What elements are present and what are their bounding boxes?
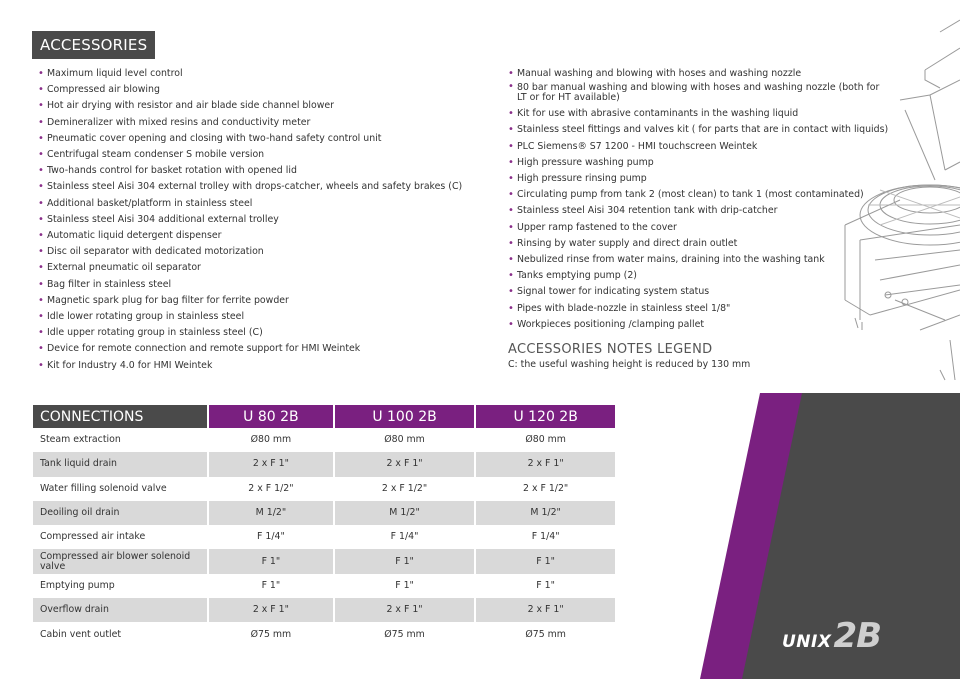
list-item: [508, 252, 888, 268]
bullet-icon: •: [38, 327, 44, 339]
list-item-text: Kit for Industry 4.0 for HMI Weintek: [47, 359, 213, 371]
table-cell: Ø80 mm: [525, 434, 566, 446]
row-label: Emptying pump: [33, 574, 208, 598]
list-item: [508, 171, 888, 187]
list-item: [38, 196, 478, 212]
table-row: [33, 428, 615, 452]
bullet-icon: •: [508, 237, 514, 249]
table-cell: Ø80 mm: [334, 428, 475, 452]
table-cell: M 1/2": [334, 501, 475, 525]
list-item: [38, 228, 478, 244]
list-item: [38, 147, 478, 163]
list-item: [38, 309, 478, 325]
list-item-text: 80 bar manual washing and blowing with hoses and washing nozzle (both for LT or for HT available): [517, 82, 880, 104]
list-item-text: Idle upper rotating group in stainless steel (C): [47, 327, 263, 339]
list-item-text: Magnetic spark plug for bag filter for ferrite powder: [47, 294, 289, 306]
table-cell: F 1": [334, 574, 475, 598]
bullet-icon: •: [508, 173, 514, 185]
list-item: [508, 301, 888, 317]
list-item-text: Two-hands control for basket rotation with opened lid: [47, 165, 297, 177]
list-item-text: Idle lower rotating group in stainless steel: [47, 311, 245, 323]
list-item: [508, 66, 888, 82]
table-row: [33, 574, 615, 598]
list-item: [508, 82, 888, 106]
row-label: Compressed air intake: [33, 525, 208, 549]
accessories-list-left: [38, 66, 478, 374]
legend-title: ACCESSORIES NOTES LEGEND: [508, 342, 713, 357]
list-item-text: Compressed air blowing: [47, 84, 160, 96]
list-item-text: Stainless steel Aisi 304 external trolley with drops-catcher, wheels and safety brakes (C): [47, 181, 463, 193]
table-cell: 2 x F 1": [208, 598, 334, 622]
bullet-icon: •: [38, 262, 44, 274]
list-item-text: External pneumatic oil separator: [47, 262, 201, 274]
bullet-icon: •: [508, 270, 514, 282]
row-label: Cabin vent outlet: [33, 622, 208, 646]
list-item: [508, 220, 888, 236]
table-cell: 2 x F 1": [334, 452, 475, 476]
table-cell: M 1/2": [208, 501, 334, 525]
bullet-icon: •: [508, 318, 514, 330]
list-item-text: Demineralizer with mixed resins and conductivity meter: [47, 116, 311, 128]
table-cell: F 1/4": [531, 531, 560, 543]
list-item-text: Stainless steel Aisi 304 additional external trolley: [47, 213, 279, 225]
row-label: Tank liquid drain: [33, 452, 208, 476]
bullet-icon: •: [38, 230, 44, 242]
bullet-icon: •: [38, 165, 44, 177]
table-cell: F 1": [208, 549, 334, 573]
legend-text: C: the useful washing height is reduced by 130 mm: [508, 359, 751, 370]
row-label: Overflow drain: [33, 598, 208, 622]
table-cell: 2 x F 1/2": [334, 477, 475, 501]
accessories-list-right: [508, 66, 888, 333]
list-item: [38, 163, 478, 179]
table-row: [33, 598, 615, 622]
table-cell: 2 x F 1/2": [523, 482, 569, 494]
list-item-text: Stainless steel fittings and valves kit ( for parts that are in contact with liquids): [517, 124, 889, 136]
table-cell: F 1": [536, 579, 555, 591]
table-cell: Ø75 mm: [525, 628, 566, 640]
table-cell: F 1/4": [208, 525, 334, 549]
list-item-text: Rinsing by water supply and direct drain outlet: [517, 237, 738, 249]
list-item: [508, 284, 888, 300]
list-item-text: Nebulized rinse from water mains, draining into the washing tank: [517, 254, 825, 266]
table-cell: 2 x F 1": [208, 452, 334, 476]
list-item: [38, 325, 478, 341]
row-label: Water filling solenoid valve: [33, 477, 208, 501]
list-item-text: Pipes with blade-nozzle in stainless steel 1/8": [517, 302, 731, 314]
row-label: Steam extraction: [33, 428, 208, 452]
list-item-text: Tanks emptying pump (2): [517, 270, 637, 282]
list-item-text: Maximum liquid level control: [47, 68, 183, 79]
bullet-icon: •: [38, 343, 44, 355]
table-row: [33, 525, 615, 549]
bullet-icon: •: [38, 116, 44, 128]
bullet-icon: •: [508, 221, 514, 233]
bullet-icon: •: [38, 246, 44, 258]
list-item: [38, 115, 478, 131]
list-item: [508, 187, 888, 203]
bullet-icon: •: [508, 108, 514, 120]
bullet-icon: •: [508, 254, 514, 266]
connections-table: [33, 405, 615, 647]
list-item-text: Hot air drying with resistor and air blade side channel blower: [47, 100, 335, 112]
bullet-icon: •: [38, 359, 44, 371]
list-item: [38, 293, 478, 309]
bullet-icon: •: [38, 213, 44, 225]
list-item-text: Upper ramp fastened to the cover: [517, 221, 677, 233]
list-item: [508, 106, 888, 122]
list-item-text: Automatic liquid detergent dispenser: [47, 230, 222, 242]
header-u80: U 80 2B: [208, 405, 334, 428]
list-item-text: Device for remote connection and remote support for HMI Weintek: [47, 343, 361, 355]
table-row: [33, 622, 615, 646]
table-cell: F 1": [208, 574, 334, 598]
table-cell: Ø75 mm: [208, 622, 334, 646]
row-label: Deoiling oil drain: [33, 501, 208, 525]
brand-model: 2B: [833, 616, 882, 656]
header-u100: U 100 2B: [334, 405, 475, 428]
bullet-icon: •: [38, 311, 44, 323]
brand-logo: [782, 616, 881, 656]
table-cell: 2 x F 1": [475, 452, 615, 476]
list-item: [508, 236, 888, 252]
table-cell: 2 x F 1": [475, 598, 615, 622]
bullet-icon: •: [38, 100, 44, 112]
list-item-text: Workpieces positioning /clamping pallet: [517, 318, 705, 330]
list-item: [38, 277, 478, 293]
table-cell: F 1": [475, 549, 615, 573]
table-cell: Ø75 mm: [334, 622, 475, 646]
table-cell: 2 x F 1/2": [208, 477, 334, 501]
header-connections: CONNECTIONS: [33, 405, 208, 428]
bullet-icon: •: [38, 278, 44, 290]
bullet-icon: •: [508, 189, 514, 201]
list-item: [508, 139, 888, 155]
bullet-icon: •: [38, 181, 44, 193]
header-u120: U 120 2B: [475, 405, 615, 428]
list-item-text: Manual washing and blowing with hoses and washing nozzle: [517, 68, 802, 79]
list-item: [38, 341, 478, 357]
list-item: [508, 155, 888, 171]
bullet-icon: •: [508, 68, 514, 79]
bullet-icon: •: [508, 286, 514, 298]
table-cell: M 1/2": [475, 501, 615, 525]
table-cell: 2 x F 1": [334, 598, 475, 622]
table-row: [33, 549, 615, 573]
bullet-icon: •: [38, 197, 44, 209]
list-item-text: Centrifugal steam condenser S mobile version: [47, 149, 265, 161]
list-item: [38, 82, 478, 98]
list-item: [38, 260, 478, 276]
brand-prefix: UNIX: [782, 632, 832, 652]
list-item: [508, 203, 888, 219]
table-row: [33, 477, 615, 501]
bullet-icon: •: [508, 156, 514, 168]
list-item-text: Stainless steel Aisi 304 retention tank with drip-catcher: [517, 205, 778, 217]
bullet-icon: •: [38, 294, 44, 306]
list-item: [38, 212, 478, 228]
table-cell: F 1": [334, 549, 475, 573]
list-item-text: PLC Siemens® S7 1200 - HMI touchscreen Weintek: [517, 140, 758, 152]
list-item: [38, 131, 478, 147]
bullet-icon: •: [508, 302, 514, 314]
bullet-icon: •: [508, 140, 514, 152]
list-item-text: Kit for use with abrasive contaminants in the washing liquid: [517, 108, 799, 120]
list-item-text: Signal tower for indicating system status: [517, 286, 710, 298]
table-row: [33, 452, 615, 476]
row-label: Compressed air blower solenoid valve: [33, 549, 208, 573]
bullet-icon: •: [38, 68, 44, 79]
bullet-icon: •: [38, 149, 44, 161]
list-item: [38, 358, 478, 374]
bullet-icon: •: [508, 124, 514, 136]
bullet-icon: •: [508, 205, 514, 217]
list-item-text: Disc oil separator with dedicated motorization: [47, 246, 264, 258]
accessories-title: ACCESSORIES: [32, 31, 155, 59]
bullet-icon: •: [38, 132, 44, 144]
table-cell: Ø80 mm: [208, 428, 334, 452]
list-item-text: Pneumatic cover opening and closing with two-hand safety control unit: [47, 132, 382, 144]
list-item: [38, 244, 478, 260]
list-item-text: High pressure washing pump: [517, 156, 654, 168]
list-item-text: Bag filter in stainless steel: [47, 278, 172, 290]
table-header-row: [33, 405, 615, 428]
bullet-icon: •: [38, 84, 44, 96]
table-cell: F 1/4": [334, 525, 475, 549]
bullet-icon: •: [508, 81, 514, 93]
list-item: [508, 122, 888, 138]
list-item-text: High pressure rinsing pump: [517, 173, 647, 185]
list-item: [38, 66, 478, 82]
list-item-text: Additional basket/platform in stainless steel: [47, 197, 253, 209]
list-item: [508, 317, 888, 333]
list-item: [38, 179, 478, 195]
list-item: [38, 98, 478, 114]
table-row: [33, 501, 615, 525]
list-item: [508, 268, 888, 284]
list-item-text: Circulating pump from tank 2 (most clean) to tank 1 (most contaminated): [517, 189, 864, 201]
